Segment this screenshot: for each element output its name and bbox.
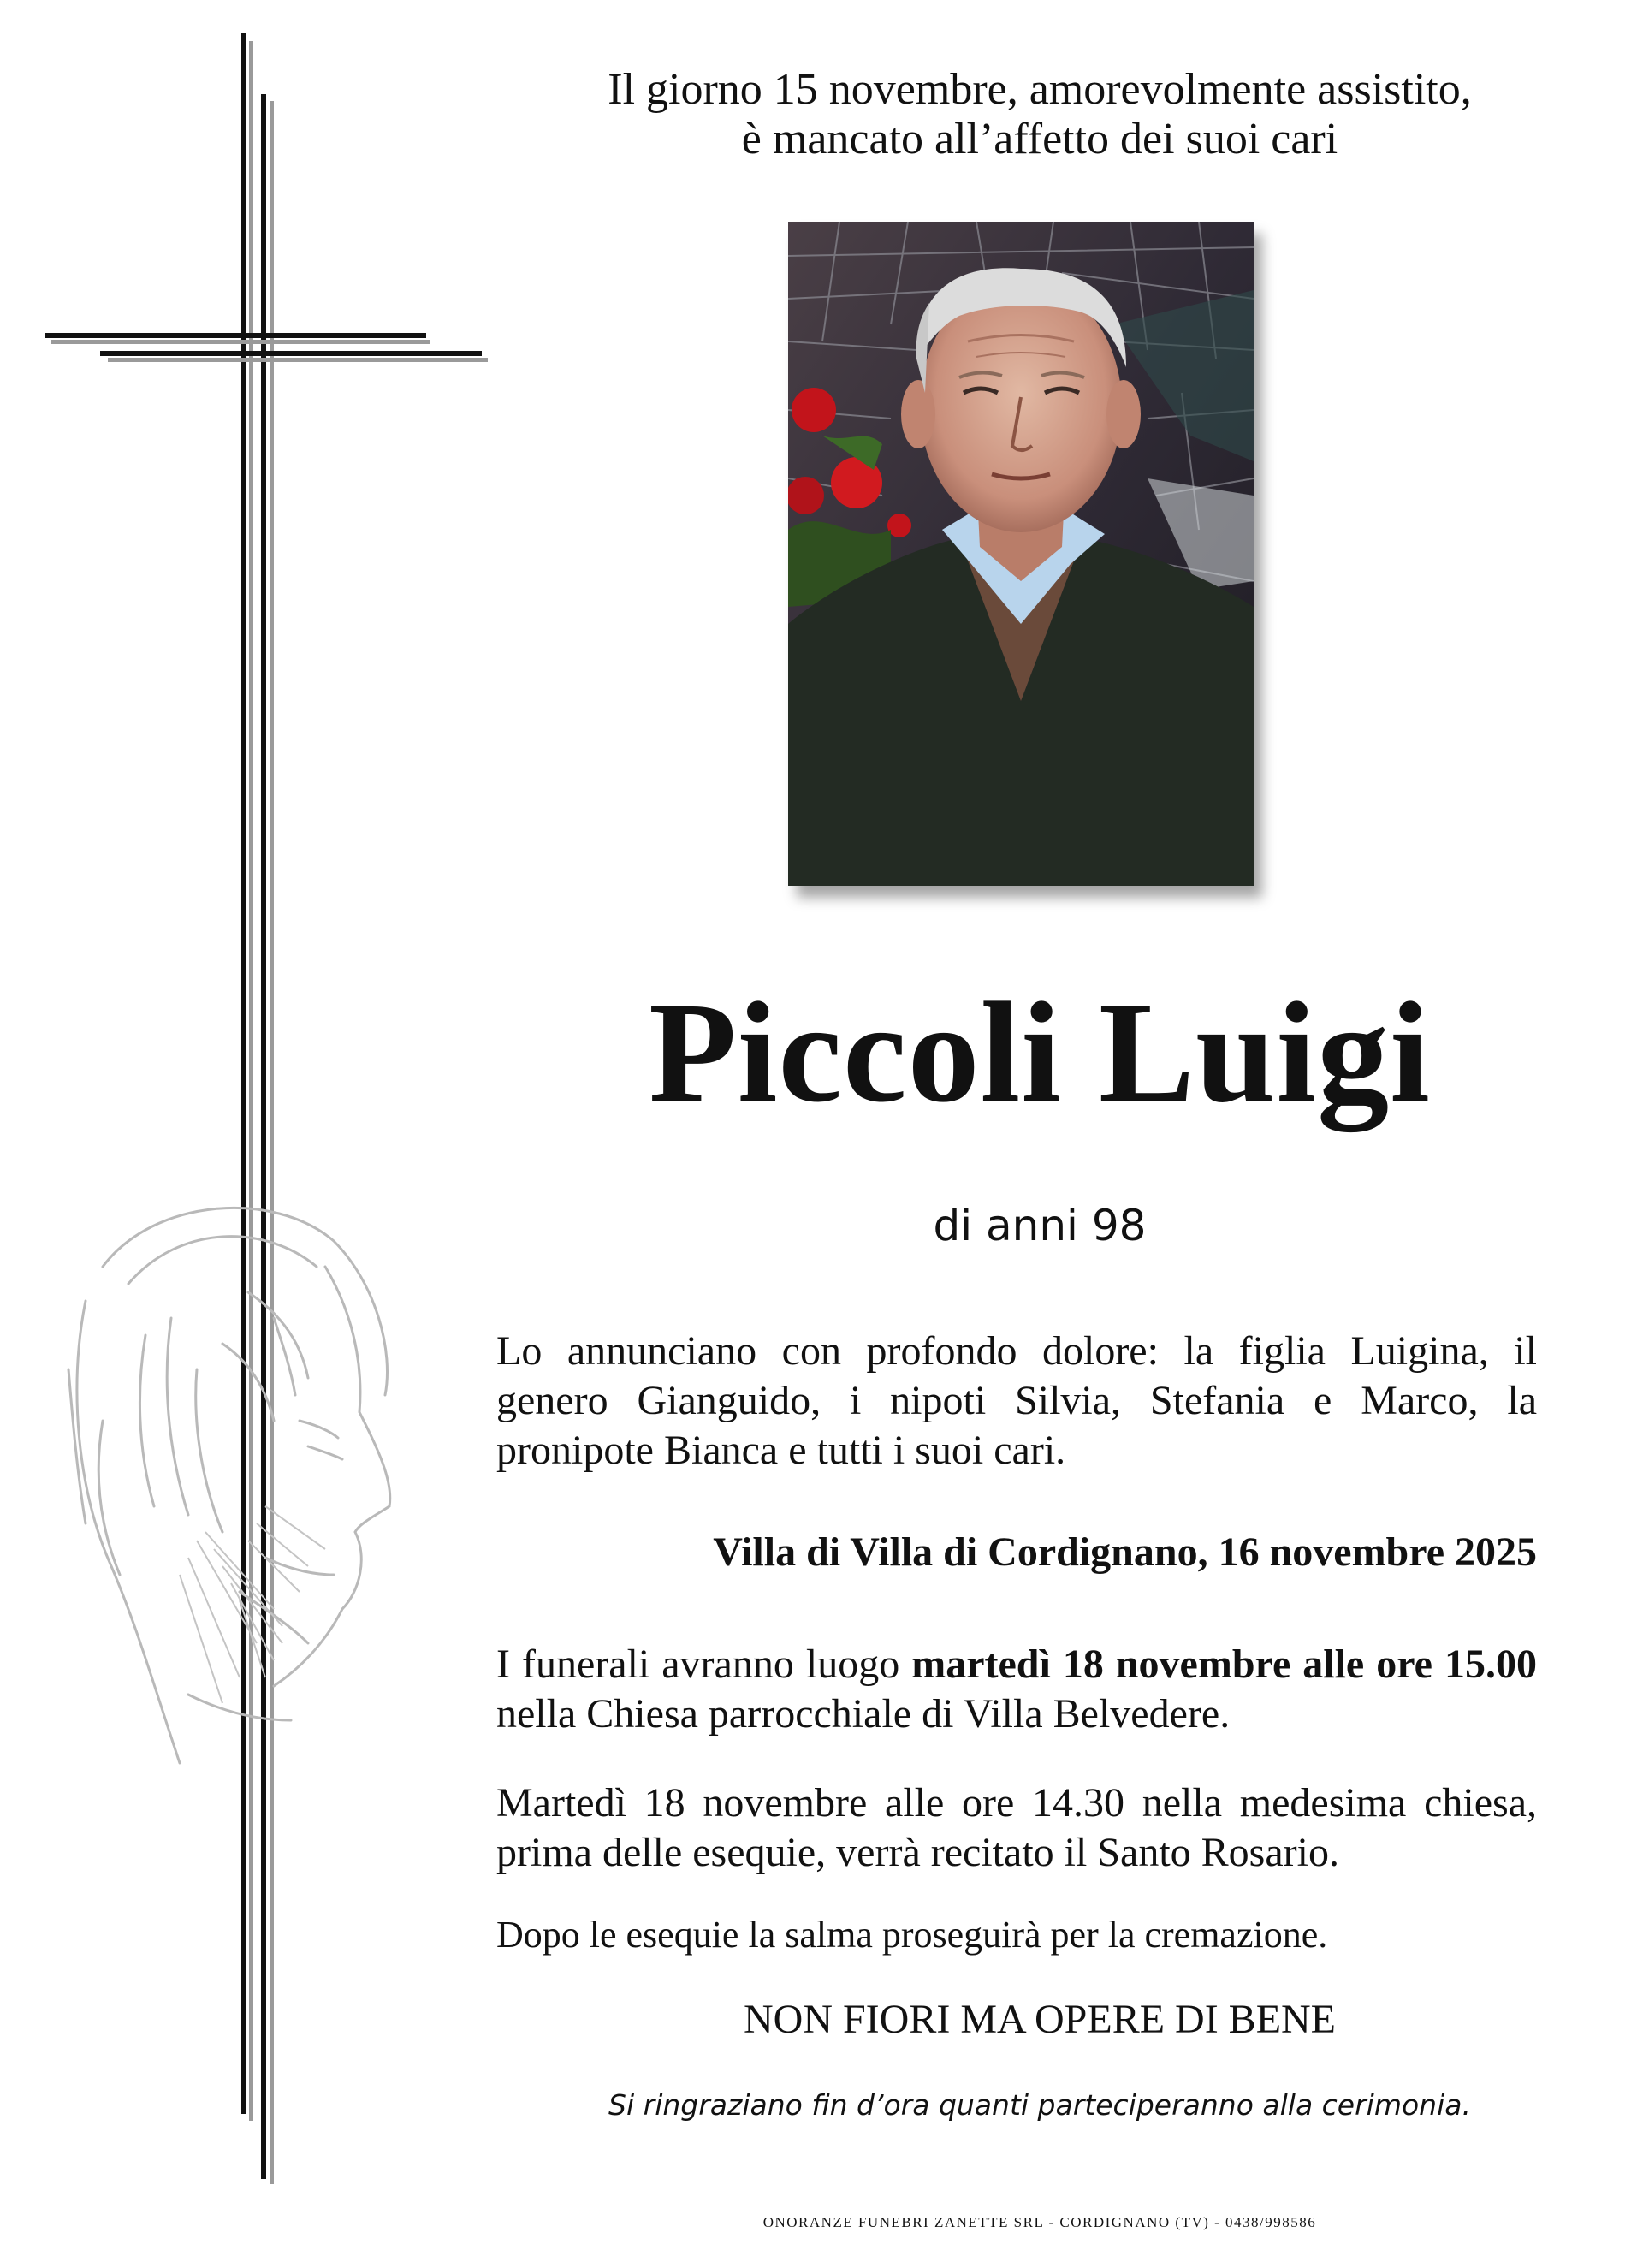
- funeral-info: [496, 1640, 1537, 1739]
- place-date: Villa di Villa di Cordignano, 16 novembre 2025: [713, 1529, 1537, 1575]
- funeral-datetime: martedì 18 novembre alle ore 15.00: [911, 1642, 1537, 1687]
- funeral-prefix: I funerali avranno luogo: [496, 1642, 912, 1687]
- intro-text: [496, 65, 1583, 164]
- thanks-note: Si ringraziano fin d’ora quanti parteciperanno alla cerimonia.: [608, 2088, 1471, 2122]
- funeral-home-footer: ONORANZE FUNEBRI ZANETTE SRL - CORDIGNANO (TV) - 0438/998586: [762, 2214, 1317, 2230]
- intro-line-1: Il giorno 15 novembre, amorevolmente assistito,: [608, 65, 1472, 114]
- cremation-info: Dopo le esequie la salma proseguirà per la cremazione.: [496, 1914, 1328, 1956]
- portrait-photo: [788, 222, 1254, 886]
- cross-icon: [0, 0, 513, 2225]
- deceased-name: Piccoli Luigi: [649, 973, 1431, 1132]
- deceased-age: di anni 98: [933, 1201, 1147, 1250]
- announcement-text: Lo annunciano con profondo dolore: la figlia Luigina, il genero Gianguido, i nipoti Silvia, Stefania e Marco, la pronipote Bianca e tutti i suoi cari.: [496, 1328, 1537, 1473]
- intro-line-2: è mancato all’affetto dei suoi cari: [741, 115, 1338, 163]
- no-flowers-note: NON FIORI MA OPERE DI BENE: [743, 1997, 1336, 2042]
- christ-sketch-icon: [51, 1164, 445, 1789]
- funeral-suffix: nella Chiesa parrocchiale di Villa Belvedere.: [496, 1691, 1231, 1737]
- rosary-info: Martedì 18 novembre alle ore 14.30 nella medesima chiesa, prima delle esequie, verrà recitato il Santo Rosario.: [496, 1780, 1537, 1875]
